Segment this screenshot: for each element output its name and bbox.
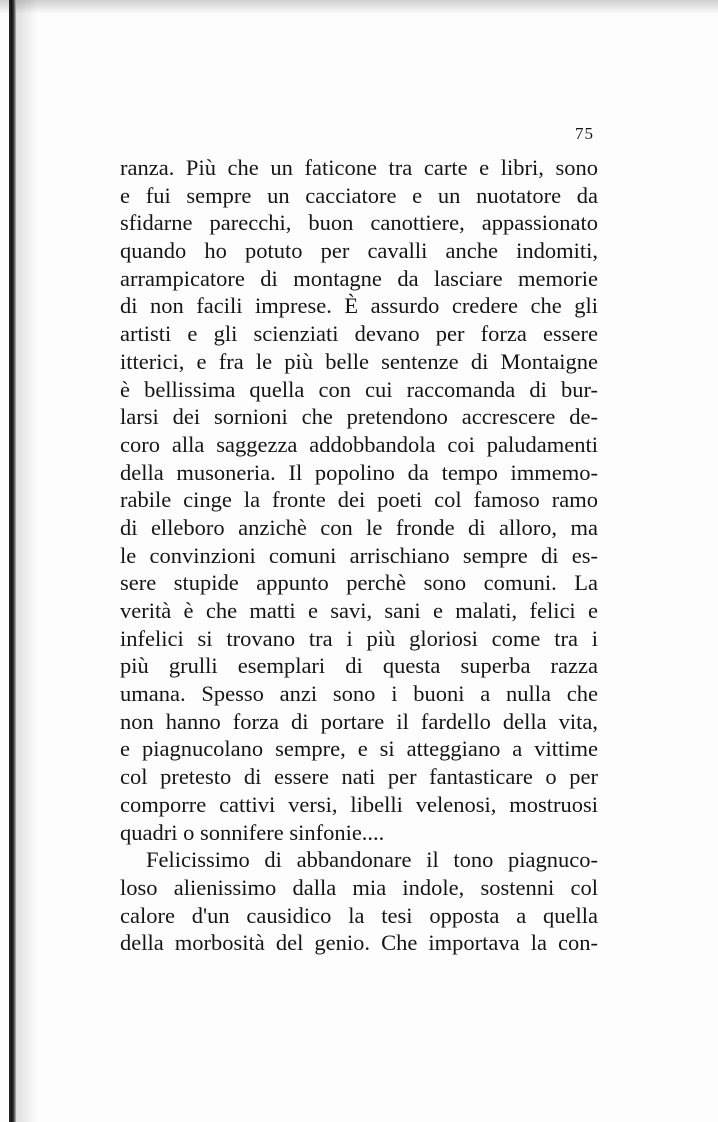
text-line: umana. Spesso anzi sono i buoni a nulla che — [120, 681, 598, 707]
text-line: non hanno forza di portare il fardello della vita, — [120, 708, 598, 734]
text-line: è bellissima quella con cui raccomanda di bur- — [120, 376, 598, 402]
text-line: calore d'un causidico la tesi opposta a quella — [120, 902, 598, 928]
text-line: e fui sempre un cacciatore e un nuotatore da — [120, 182, 598, 208]
text-line: artisti e gli scienziati devano per forza essere — [120, 321, 598, 347]
text-line: ranza. Più che un faticone tra carte e libri, sono — [120, 155, 598, 180]
text-line: arrampicatore di montagne da lasciare memorie — [120, 265, 598, 291]
text-line: infelici si trovano tra i più gloriosi come tra i — [120, 625, 598, 651]
text-line-paragraph-start: Felicissimo di abbandonare il tono piagnuco- — [146, 847, 598, 873]
text-line: larsi dei sornioni che pretendono accrescere de- — [120, 404, 598, 430]
text-line: quando ho potuto per cavalli anche indomiti, — [120, 238, 598, 264]
text-line-paragraph-end: quadri o sonnifere sinfonie.... — [120, 819, 385, 845]
text-line: le convinzioni comuni arrischiano sempre di es- — [120, 542, 598, 568]
text-line: della musoneria. Il popolino da tempo immemo- — [120, 459, 598, 485]
body-text — [120, 154, 598, 957]
text-line: coro alla saggezza addobbandola coi paludamenti — [120, 431, 598, 457]
text-line: comporre cattivi versi, libelli velenosi, mostruosi — [120, 791, 598, 817]
text-line: sfidarne parecchi, buon canottiere, appassionato — [120, 210, 598, 236]
text-line: verità è che matti e savi, sani e malati, felici e — [120, 598, 598, 623]
text-line: più grulli esemplari di questa superba razza — [120, 653, 598, 679]
book-spine-edge — [9, 0, 16, 1122]
text-line: di non facili imprese. È assurdo credere che gli — [120, 293, 598, 319]
text-line: itterici, e fra le più belle sentenze di Montaigne — [120, 348, 598, 374]
page-top-shadow — [0, 0, 718, 14]
text-line: sere stupide appunto perchè sono comuni. La — [120, 570, 598, 596]
text-line: e piagnucolano sempre, e si atteggiano a vittime — [120, 736, 598, 762]
text-line: col pretesto di essere nati per fantasticare o per — [120, 764, 598, 790]
text-line: della morbosità del genio. Che importava la con- — [120, 930, 598, 956]
page-number: 75 — [575, 124, 594, 143]
text-line: di elleboro anzichè con le fronde di alloro, ma — [120, 514, 598, 540]
text-line: loso alienissimo dalla mia indole, sostenni col — [120, 874, 598, 900]
text-line: rabile cinge la fronte dei poeti col famoso ramo — [120, 487, 598, 513]
spine-shadow — [16, 0, 38, 1122]
